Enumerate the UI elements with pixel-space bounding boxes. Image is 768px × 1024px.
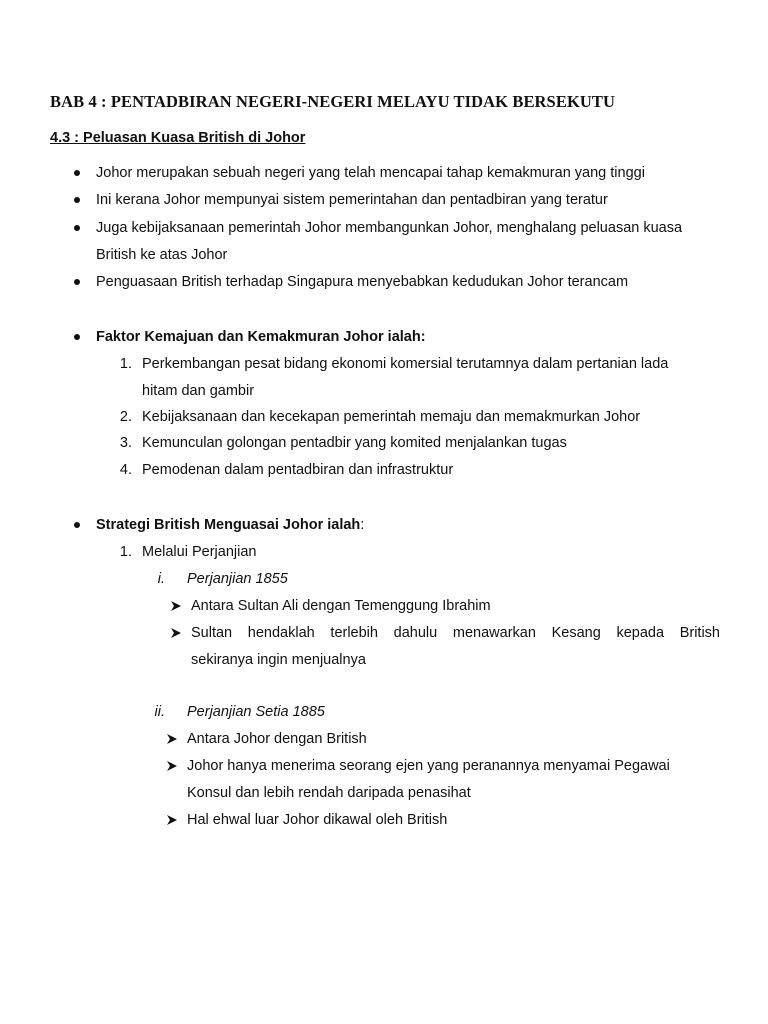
faktor-item-2: Kebijaksanaan dan kecekapan pemerintah memaju dan memakmurkan Johor [142,409,641,425]
list-number: 1. [119,356,132,372]
bullet-dot [74,197,80,203]
bullet-dot [74,225,80,231]
roman-numeral: i. [157,571,165,587]
treaty-2-name: Perjanjian Setia 1885 [187,704,325,720]
arrow-bullet-icon [166,733,178,745]
treaty-2-point-1: Antara Johor dengan British [187,731,367,747]
intro-bullet-2: Ini kerana Johor mempunyai sistem pemerintahan dan pentadbiran yang teratur [96,192,608,208]
roman-numeral: ii. [154,704,165,720]
bullet-dot [74,170,80,176]
faktor-heading: Faktor Kemajuan dan Kemakmuran Johor ialah: [96,329,426,345]
strategi-heading: Strategi British Menguasai Johor ialah [96,517,361,533]
treaty-1-point-1: Antara Sultan Ali dengan Temenggung Ibrahim [191,598,491,614]
treaty-2-point-2-line-1: Johor hanya menerima seorang ejen yang peranannya menyamai Pegawai [187,758,670,774]
chapter-title: BAB 4 : PENTADBIRAN NEGERI-NEGERI MELAYU TIDAK BERSEKUTU [50,92,616,111]
intro-bullet-3-line-1: Juga kebijaksanaan pemerintah Johor membangunkan Johor, menghalang peluasan kuasa [96,220,683,236]
faktor-item-4: Pemodenan dalam pentadbiran dan infrastruktur [142,462,454,478]
strategi-heading-colon: : [360,517,365,533]
treaty-2-point-2-line-2: Konsul dan lebih rendah daripada penasihat [187,785,471,801]
bullet-dot [74,522,80,528]
intro-bullet-1: Johor merupakan sebuah negeri yang telah mencapai tahap kemakmuran yang tinggi [96,165,645,181]
list-number: 3. [119,435,132,451]
intro-bullet-3-line-2: British ke atas Johor [96,247,228,263]
treaty-1-name: Perjanjian 1855 [187,571,288,587]
list-number: 4. [119,462,132,478]
arrow-bullet-icon [170,627,182,639]
treaty-1-point-2-line-1: Sultan hendaklah terlebih dahulu menawarkan Kesang kepada British [191,625,720,641]
arrow-bullet-icon [166,814,178,826]
list-number: 2. [119,409,132,425]
bullet-dot [74,279,80,285]
section-subtitle: 4.3 : Peluasan Kuasa British di Johor [50,130,306,146]
intro-bullet-4: Penguasaan British terhadap Singapura menyebabkan kedudukan Johor terancam [96,274,629,290]
faktor-item-3: Kemunculan golongan pentadbir yang komited menjalankan tugas [142,435,567,451]
faktor-item-1-line-2: hitam dan gambir [142,383,255,399]
faktor-item-1-line-1: Perkembangan pesat bidang ekonomi komersial terutamnya dalam pertanian lada [142,356,669,372]
treaty-2-point-3: Hal ehwal luar Johor dikawal oleh British [187,812,448,828]
arrow-bullet-icon [170,600,182,612]
strategi-heading-row [96,516,364,534]
list-number: 1. [119,544,132,560]
arrow-bullet-icon [166,760,178,772]
treaty-1-point-2-line-2: sekiranya ingin menjualnya [191,652,366,668]
bullet-dot [74,334,80,340]
strategi-item-1: Melalui Perjanjian [142,544,257,560]
